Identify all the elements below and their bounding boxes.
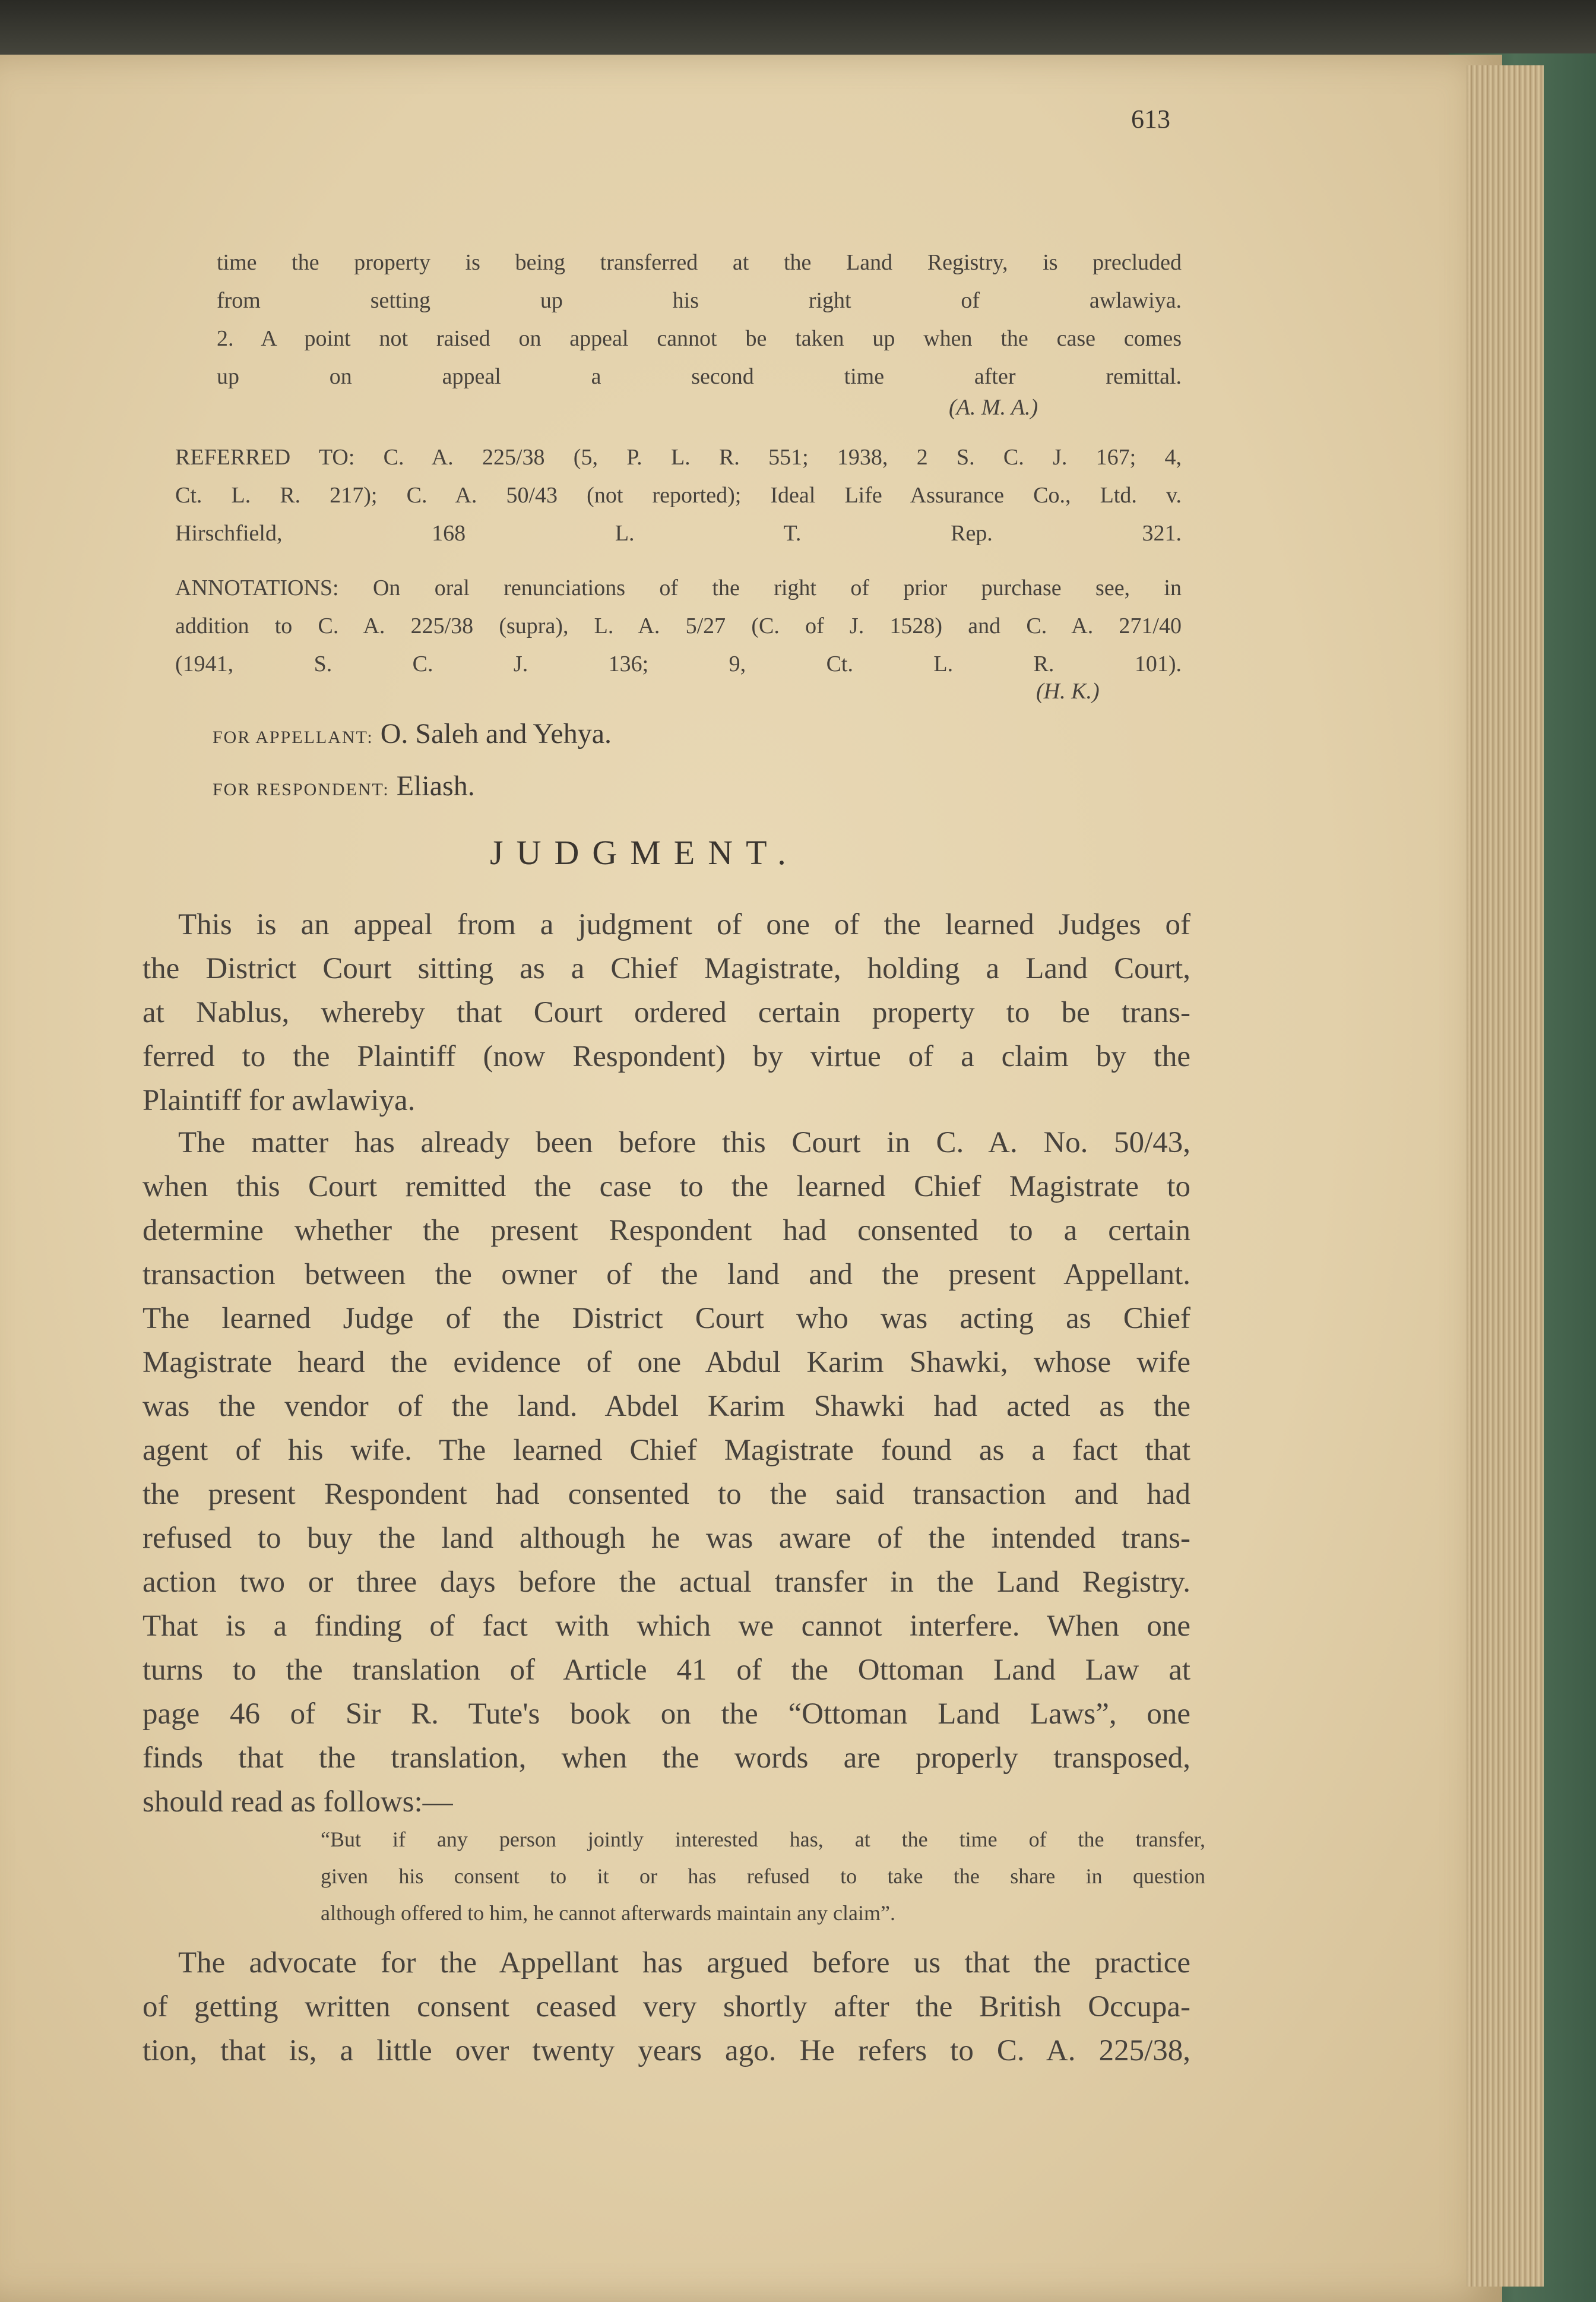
- body-line: tion, that is, a little over twenty years ago. He refers to C. A. 225/38,: [142, 2034, 1190, 2067]
- headnote-line: 2. A point not raised on appeal cannot be taken up when the case comes: [217, 326, 1182, 351]
- page-number: 613: [1131, 105, 1170, 134]
- body-line: when this Court remitted the case to the learned Chief Magistrate to: [142, 1170, 1190, 1203]
- body-line: transaction between the owner of the land and the present Appellant.: [142, 1258, 1190, 1291]
- body-line: turns to the translation of Article 41 of the Ottoman Land Law at: [142, 1653, 1190, 1687]
- appellant-value: O. Saleh and Yehya.: [380, 718, 612, 750]
- headnote-line: from setting up his right of awlawiya.: [217, 288, 1182, 313]
- body-line: agent of his wife. The learned Chief Magistrate found as a fact that: [142, 1434, 1190, 1467]
- body-line: That is a finding of fact with which we cannot interfere. When one: [142, 1609, 1190, 1643]
- paragraph-2: [142, 1121, 1190, 1824]
- annotation-line: ANNOTATIONS: On oral renunciations of the right of prior purchase see, in: [175, 576, 1182, 600]
- block-quote: [321, 1821, 1205, 1931]
- respondent-label: FOR RESPONDENT:: [213, 780, 390, 799]
- body-line: Plaintiff for awlawiya.: [142, 1084, 416, 1117]
- body-line: at Nablus, whereby that Court ordered certain property to be trans-: [142, 996, 1190, 1029]
- respondent-value: Eliash.: [396, 770, 475, 802]
- page-edges: [1467, 65, 1544, 2287]
- referred-to: [175, 438, 1182, 552]
- body-line: This is an appeal from a judgment of one of the learned Judges of: [178, 908, 1190, 941]
- annotations-signature: (H. K.): [1036, 679, 1100, 704]
- quote-line: given his consent to it or has refused to take the share in question: [321, 1864, 1205, 1888]
- body-line: The learned Judge of the District Court who was acting as Chief: [142, 1302, 1190, 1335]
- body-line: the District Court sitting as a Chief Magistrate, holding a Land Court,: [142, 952, 1190, 985]
- body-line: refused to buy the land although he was aware of the intended trans-: [142, 1522, 1190, 1555]
- quote-line: “But if any person jointly interested has, at the time of the transfer,: [321, 1827, 1205, 1851]
- headnote-signature: (A. M. A.): [949, 395, 1038, 420]
- body-line: The matter has already been before this Court in C. A. No. 50/43,: [178, 1126, 1190, 1159]
- body-line: the present Respondent had consented to the said transaction and had: [142, 1478, 1190, 1511]
- referred-line: Ct. L. R. 217); C. A. 50/43 (not reported); Ideal Life Assurance Co., Ltd. v.: [175, 483, 1182, 508]
- body-line: ferred to the Plaintiff (now Respondent) by virtue of a claim by the: [142, 1040, 1190, 1073]
- body-line: finds that the translation, when the words are properly transposed,: [142, 1741, 1190, 1775]
- annotation-line: addition to C. A. 225/38 (supra), L. A. 5/27 (C. of J. 1528) and C. A. 271/40: [175, 614, 1182, 638]
- counsel-respondent: [213, 770, 475, 802]
- headnote-line: time the property is being transferred at the Land Registry, is precluded: [217, 250, 1182, 275]
- judgment-title: JUDGMENT.: [490, 833, 799, 872]
- counsel-appellant: [213, 717, 612, 750]
- quote-line: although offered to him, he cannot afterwards maintain any claim”.: [321, 1901, 895, 1925]
- headnote: [217, 244, 1182, 396]
- body-line: The advocate for the Appellant has argued before us that the practice: [178, 1946, 1190, 1980]
- annotations: [175, 569, 1182, 683]
- paragraph-1: [142, 903, 1190, 1122]
- headnote-line: up on appeal a second time after remittal.: [217, 364, 1182, 389]
- paragraph-3: [142, 1941, 1190, 2073]
- referred-line: Hirschfield, 168 L. T. Rep. 321.: [175, 521, 1182, 546]
- body-line: of getting written consent ceased very shortly after the British Occupa-: [142, 1990, 1190, 2023]
- body-line: was the vendor of the land. Abdel Karim Shawki had acted as the: [142, 1390, 1190, 1423]
- body-line: page 46 of Sir R. Tute's book on the “Ottoman Land Laws”, one: [142, 1697, 1190, 1731]
- body-line: determine whether the present Respondent had consented to a certain: [142, 1214, 1190, 1247]
- appellant-label: FOR APPELLANT:: [213, 728, 373, 747]
- referred-line: REFERRED TO: C. A. 225/38 (5, P. L. R. 551; 1938, 2 S. C. J. 167; 4,: [175, 445, 1182, 470]
- body-line: should read as follows:—: [142, 1785, 453, 1819]
- body-line: action two or three days before the actual transfer in the Land Registry.: [142, 1566, 1190, 1599]
- annotation-line: (1941, S. C. J. 136; 9, Ct. L. R. 101).: [175, 652, 1182, 676]
- body-line: Magistrate heard the evidence of one Abdul Karim Shawki, whose wife: [142, 1346, 1190, 1379]
